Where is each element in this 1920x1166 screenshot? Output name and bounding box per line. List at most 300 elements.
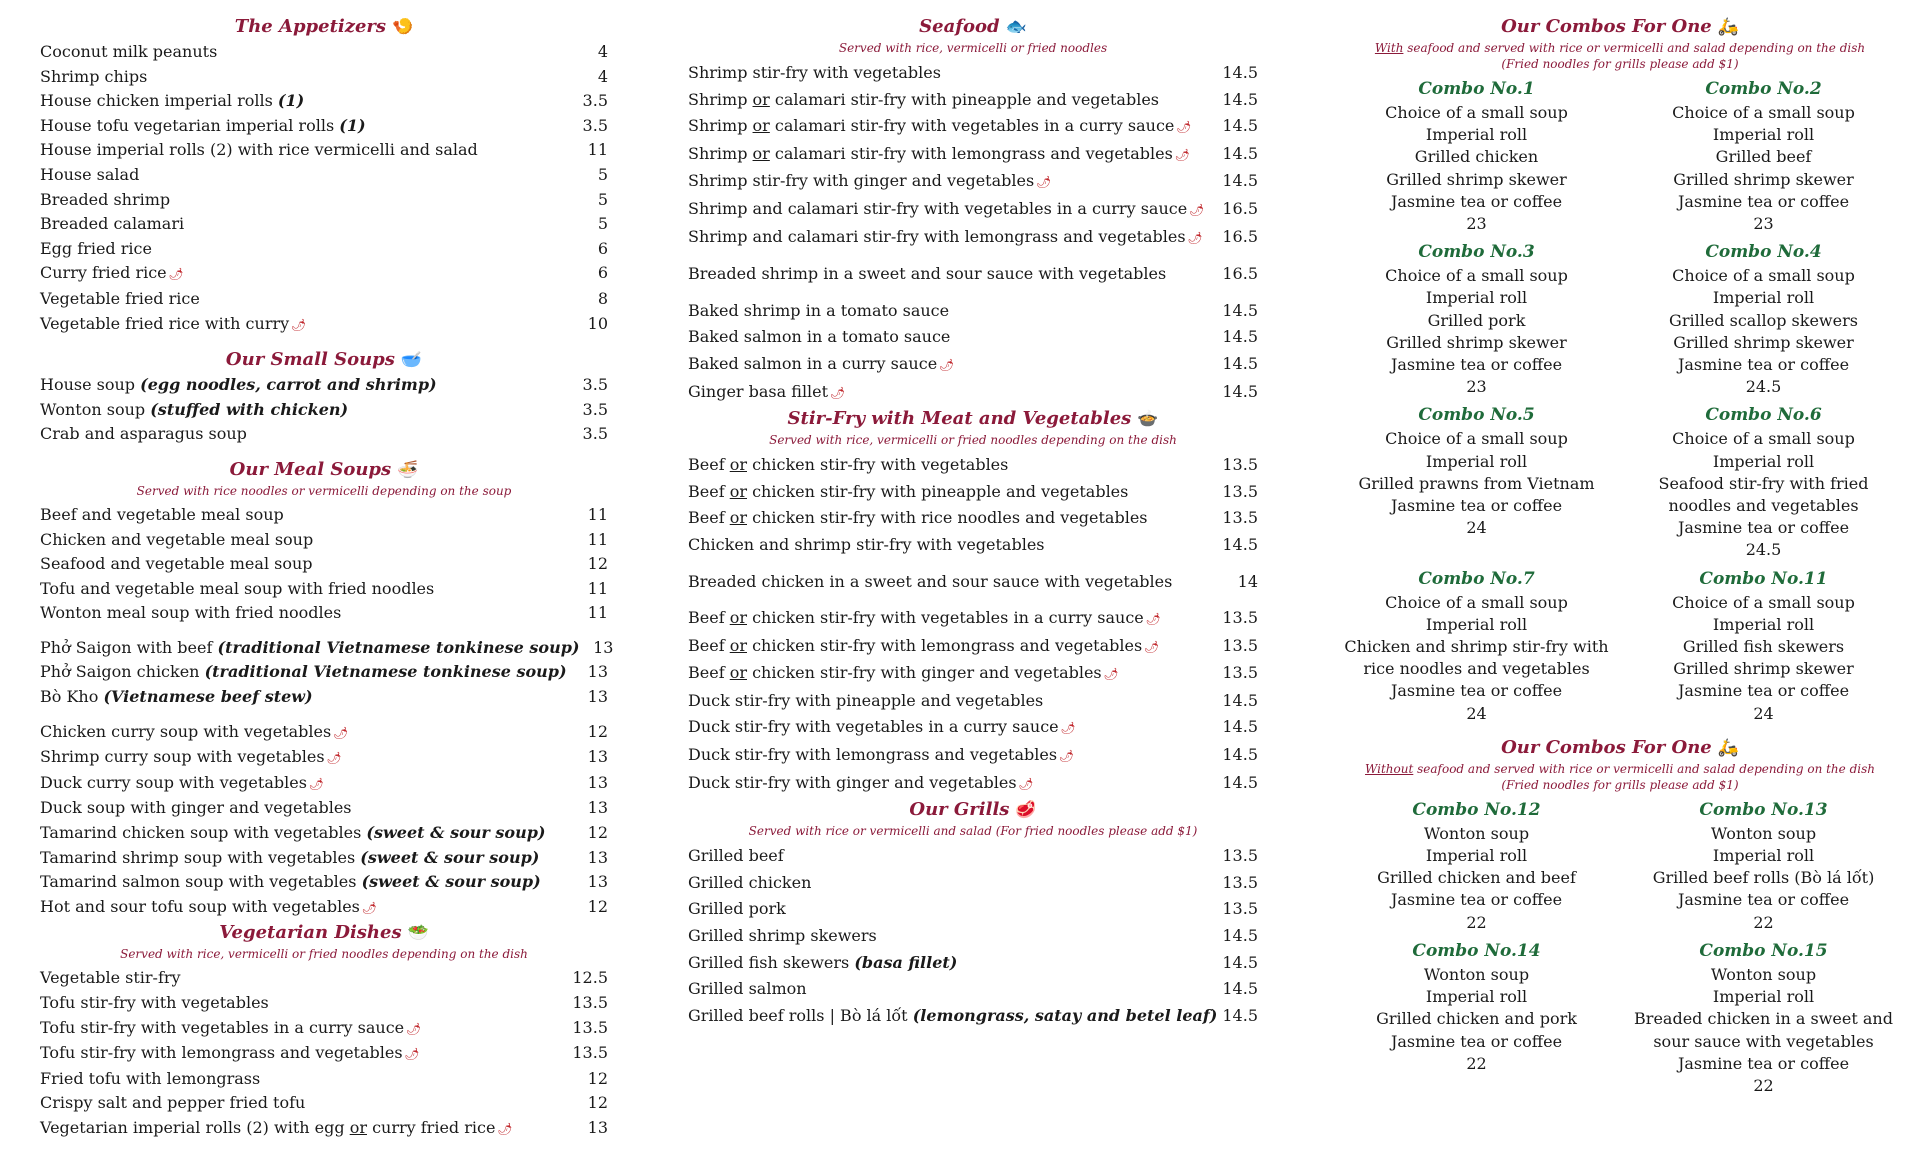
combo-price: 24 — [1466, 703, 1487, 723]
menu-item — [688, 569, 1258, 596]
menu-item-name: Breaded chicken in a sweet and sour sauce with vegetables — [688, 571, 1173, 591]
menu-item-name: Baked salmon in a tomato sauce — [688, 327, 951, 347]
menu-item-price: 11 — [587, 603, 608, 623]
menu-item-price: 3.5 — [582, 375, 608, 395]
combo-line: Choice of a small soup — [1672, 592, 1855, 612]
small-soups-list — [40, 373, 608, 447]
menu-item — [40, 991, 608, 1016]
combo-line: Jasmine tea or coffee — [1390, 355, 1563, 375]
menu-item-price: 14.5 — [1222, 745, 1258, 765]
combo-line: Jasmine tea or coffee — [1677, 355, 1850, 375]
menu-item-name: Grilled shrimp skewers — [688, 926, 877, 946]
combo-line: Choice of a small soup — [1672, 266, 1855, 286]
menu-item — [688, 298, 1258, 325]
menu-item-name: Baked salmon in a curry sauce 🌶 — [688, 353, 955, 373]
combo-card — [1340, 797, 1613, 934]
combo-price: 22 — [1466, 912, 1487, 932]
menu-item-name: Tofu stir-fry with vegetables — [40, 993, 269, 1012]
menu-item — [688, 923, 1258, 950]
menu-item-price: 14.5 — [1222, 171, 1258, 191]
combo-card — [1340, 566, 1613, 725]
combo-line: Choice of a small soup — [1385, 429, 1568, 449]
menu-item-name: Grilled chicken — [688, 872, 812, 892]
chili-pepper-icon: 🌶 — [1018, 776, 1034, 791]
salad-icon: 🥗 — [407, 923, 429, 944]
menu-item-name: House imperial rolls (2) with rice vermicelli and salad — [40, 140, 478, 160]
combo-price: 23 — [1466, 214, 1487, 234]
stirfry-subtitle: Served with rice, vermicelli or fried noodles depending on the dish — [769, 433, 1177, 448]
combo-title: Combo No.3 — [1418, 242, 1535, 263]
combo-price: 22 — [1466, 1053, 1487, 1073]
chili-pepper-icon: 🌶 — [1176, 120, 1192, 135]
menu-item — [688, 950, 1258, 977]
menu-item-name: Baked shrimp in a tomato sauce — [688, 300, 950, 320]
menu-item — [40, 1116, 608, 1142]
menu-item-name: Duck soup with ginger and vegetables — [40, 798, 352, 818]
menu-item-name: Beef or chicken stir-fry with rice noodles and vegetables — [688, 508, 1148, 528]
vegetarian-title: Vegetarian Dishes 🥗 — [219, 922, 429, 944]
menu-item — [40, 503, 608, 528]
combo-line: Seafood stir-fry with fried — [1658, 473, 1869, 493]
wok-icon: 🍲 — [1137, 409, 1159, 430]
menu-item-price: 14.5 — [1222, 116, 1258, 136]
combo-card — [1627, 566, 1900, 725]
menu-item — [40, 528, 608, 553]
combo-line: Imperial roll — [1425, 125, 1528, 145]
menu-item-price: 12 — [587, 1093, 608, 1113]
appetizers-list — [40, 40, 608, 337]
combo-line: Grilled chicken and pork — [1376, 1009, 1577, 1029]
combo-title: Combo No.14 — [1412, 940, 1541, 961]
menu-item-price: 16.5 — [1222, 198, 1258, 218]
menu-item-name: Chicken and shrimp stir-fry with vegetables — [688, 534, 1045, 554]
chili-pepper-icon: 🌶 — [291, 317, 307, 332]
menu-item-price: 13.5 — [572, 1043, 608, 1063]
combo-line: Grilled shrimp skewer — [1386, 332, 1567, 352]
menu-item-name: Duck stir-fry with ginger and vegetables 🌶 — [688, 772, 1034, 792]
combo-line: Imperial roll — [1712, 451, 1815, 471]
menu-item-name: Seafood and vegetable meal soup — [40, 554, 313, 574]
chili-pepper-icon: 🌶 — [168, 267, 184, 282]
combo-price: 24.5 — [1745, 540, 1782, 560]
menu-item-price: 13 — [587, 872, 608, 892]
combos-seafood-subtitle: With seafood and served with rice or vermicelli and salad depending on the dish — [1374, 41, 1866, 55]
menu-item-price: 13 — [587, 847, 608, 867]
menu-item — [40, 422, 608, 447]
combo-line: Grilled prawns from Vietnam — [1358, 473, 1595, 493]
grills-subtitle: Served with rice or vermicelli and salad (For fried noodles please add $1) — [748, 824, 1198, 839]
meal-soups-title: Our Meal Soups 🍜 — [229, 458, 419, 480]
stirfry-list — [688, 452, 1258, 797]
menu-item-price: 13.5 — [1222, 899, 1258, 919]
menu-item-price: 14.5 — [1222, 952, 1258, 972]
menu-item — [688, 870, 1258, 897]
menu-item-name: Vegetable fried rice — [40, 288, 200, 308]
menu-item — [40, 1091, 608, 1116]
menu-item-price: 3.5 — [582, 115, 608, 135]
menu-item — [40, 745, 608, 771]
menu-item-name: Chicken curry soup with vegetables 🌶 — [40, 721, 349, 741]
combo-title: Combo No.12 — [1412, 799, 1541, 820]
chili-pepper-icon: 🌶 — [1060, 721, 1076, 736]
menu-column-right — [1340, 14, 1900, 1097]
menu-item-price: 13.5 — [1222, 635, 1258, 655]
menu-item-name: Crab and asparagus soup — [40, 424, 247, 444]
combo-line: Breaded chicken in a sweet and — [1634, 1009, 1893, 1029]
combos-noseafood-note: (Fried noodles for grills please add $1) — [1501, 777, 1739, 792]
stirfry-title: Stir-Fry with Meat and Vegetables 🍲 — [787, 408, 1159, 430]
combo-title: Combo No.4 — [1705, 242, 1822, 263]
menu-item — [688, 141, 1258, 169]
scooter-icon: 🛵 — [1717, 737, 1739, 758]
combo-line: Wonton soup — [1423, 964, 1530, 984]
vegetarian-list — [40, 966, 608, 1141]
menu-item-name: Shrimp and calamari stir-fry with lemongrass and vegetables 🌶 — [688, 226, 1203, 246]
combo-line: Jasmine tea or coffee — [1390, 496, 1563, 516]
menu-item-name: Breaded shrimp — [40, 189, 171, 209]
menu-item — [40, 685, 608, 710]
menu-item-price: 14.5 — [1222, 143, 1258, 163]
meal-soups-list — [40, 503, 614, 921]
combo-line: Jasmine tea or coffee — [1390, 890, 1563, 910]
menu-item-name: Beef or chicken stir-fry with ginger and vegetables 🌶 — [688, 663, 1119, 683]
combo-line: Grilled chicken and beef — [1377, 868, 1576, 888]
seafood-title: Seafood 🐟 — [919, 16, 1027, 37]
menu-item-price: 12 — [587, 823, 608, 843]
combo-line: Grilled chicken — [1414, 147, 1539, 167]
combo-line: Jasmine tea or coffee — [1390, 191, 1563, 211]
menu-item — [40, 552, 608, 577]
combo-price: 23 — [1753, 214, 1774, 234]
menu-item — [688, 742, 1258, 770]
menu-item-price: 10 — [587, 313, 608, 333]
menu-item — [40, 1041, 608, 1067]
menu-item — [688, 324, 1258, 351]
menu-item-name: Shrimp curry soup with vegetables 🌶 — [40, 747, 342, 767]
menu-item-price: 13.5 — [1222, 481, 1258, 501]
combo-line: Wonton soup — [1423, 823, 1530, 843]
combo-line: Imperial roll — [1712, 614, 1815, 634]
menu-item — [40, 287, 608, 312]
menu-item-name: Egg fried rice — [40, 238, 152, 258]
menu-item-price: 13 — [587, 1117, 608, 1137]
menu-item-name: House tofu vegetarian imperial rolls (1) — [40, 115, 366, 135]
combo-card — [1340, 938, 1613, 1097]
menu-item-price: 11 — [587, 578, 608, 598]
menu-item-price: 13 — [587, 772, 608, 792]
menu-item-price: 6 — [597, 238, 608, 258]
menu-item-name: Duck stir-fry with vegetables in a curry sauce 🌶 — [688, 717, 1076, 737]
menu-item — [688, 896, 1258, 923]
menu-item-name: Hot and sour tofu soup with vegetables 🌶 — [40, 896, 378, 916]
menu-item-price: 14.5 — [1222, 63, 1258, 82]
combos-noseafood-subtitle: Without seafood and served with rice or vermicelli and salad depending on the dish — [1365, 761, 1875, 776]
menu-item-name: Duck curry soup with vegetables 🌶 — [40, 772, 325, 792]
menu-item-price: 16.5 — [1222, 226, 1258, 246]
combo-line: Wonton soup — [1710, 823, 1817, 843]
menu-item-price: 4 — [597, 66, 608, 86]
menu-item-price: 6 — [597, 263, 608, 283]
chili-pepper-icon: 🌶 — [333, 725, 349, 740]
menu-item-price: 5 — [597, 189, 608, 209]
menu-item-name: Phở Saigon with beef (traditional Vietnamese tonkinese soup) — [40, 637, 580, 657]
combo-card — [1627, 402, 1900, 561]
menu-item-name: Beef and vegetable meal soup — [40, 504, 284, 524]
combo-line: Jasmine tea or coffee — [1677, 1053, 1850, 1073]
menu-item-name: Shrimp and calamari stir-fry with vegetables in a curry sauce 🌶 — [688, 198, 1205, 218]
grills-title: Our Grills 🥩 — [909, 799, 1037, 821]
menu-item-name: Beef or chicken stir-fry with vegetables — [688, 455, 1009, 475]
combo-card — [1627, 239, 1900, 398]
combo-line: Grilled shrimp skewer — [1673, 332, 1854, 352]
combo-title: Combo No.6 — [1705, 405, 1822, 426]
menu-item-name: Coconut milk peanuts — [40, 42, 218, 61]
menu-item — [40, 771, 608, 797]
combos-seafood-title: Our Combos For One 🛵 — [1501, 16, 1739, 37]
menu-item — [40, 821, 608, 846]
menu-item-price: 13.5 — [1222, 455, 1258, 475]
menu-item-price: 8 — [597, 288, 608, 308]
menu-item — [688, 452, 1258, 479]
menu-item-name: Shrimp or calamari stir-fry with pineapple and vegetables — [688, 89, 1160, 109]
menu-item — [688, 60, 1258, 87]
combo-title: Combo No.2 — [1705, 79, 1822, 99]
menu-item-price: 14.5 — [1222, 300, 1258, 320]
menu-item-price: 14 — [1237, 571, 1258, 591]
menu-item — [688, 261, 1258, 288]
menu-item-name: Grilled fish skewers (basa fillet) — [688, 952, 958, 972]
menu-item — [40, 188, 608, 213]
small-soups-title: Our Small Soups 🥣 — [225, 349, 423, 371]
chili-pepper-icon: 🌶 — [404, 1047, 420, 1062]
menu-item-price: 3.5 — [582, 424, 608, 444]
menu-item-price: 14.5 — [1222, 327, 1258, 347]
combo-card — [1340, 402, 1613, 561]
menu-item-name: Vegetable stir-fry — [40, 968, 181, 988]
menu-item-price: 13.5 — [572, 1017, 608, 1037]
menu-item — [40, 720, 608, 746]
menu-item — [688, 505, 1258, 532]
menu-item — [688, 770, 1258, 798]
menu-item — [40, 237, 608, 262]
menu-item — [688, 224, 1258, 252]
combo-line: Choice of a small soup — [1385, 266, 1568, 286]
menu-item-price: 14.5 — [1222, 690, 1258, 710]
combo-card — [1627, 797, 1900, 934]
menu-item — [688, 660, 1258, 688]
menu-item-name: Vegetarian imperial rolls (2) with egg or curry fried rice 🌶 — [40, 1117, 513, 1137]
menu-item — [40, 89, 608, 114]
combo-line: Imperial roll — [1425, 846, 1528, 866]
menu-item — [40, 40, 608, 65]
menu-item-price: 14.5 — [1222, 381, 1258, 401]
combo-line: sour sauce with vegetables — [1653, 1031, 1874, 1051]
combo-title: Combo No.13 — [1699, 799, 1828, 820]
menu-item-name: Duck stir-fry with lemongrass and vegetables 🌶 — [688, 745, 1075, 765]
chili-pepper-icon: 🌶 — [497, 1121, 513, 1136]
menu-item — [40, 65, 608, 90]
combo-card — [1340, 76, 1613, 235]
menu-item — [688, 196, 1258, 224]
combo-line: Choice of a small soup — [1385, 592, 1568, 612]
combos-noseafood-grid — [1340, 797, 1900, 1097]
menu-item — [40, 212, 608, 237]
combo-price: 24 — [1466, 518, 1487, 538]
menu-item — [40, 846, 608, 871]
combo-line: Imperial roll — [1425, 288, 1528, 308]
combo-line: Grilled shrimp skewer — [1673, 169, 1854, 189]
chili-pepper-icon: 🌶 — [1144, 639, 1160, 654]
combo-line: Imperial roll — [1712, 125, 1815, 145]
combo-title: Combo No.5 — [1418, 405, 1535, 426]
menu-item-name: Bò Kho (Vietnamese beef stew) — [40, 687, 313, 707]
chili-pepper-icon: 🌶 — [1036, 175, 1052, 190]
menu-item — [688, 843, 1258, 870]
combo-title: Combo No.15 — [1699, 940, 1828, 961]
steak-icon: 🥩 — [1015, 800, 1037, 821]
menu-item-price: 14.5 — [1222, 717, 1258, 737]
chili-pepper-icon: 🌶 — [1187, 230, 1203, 245]
menu-item-name: Grilled beef — [688, 846, 784, 866]
chili-pepper-icon: 🌶 — [1103, 667, 1119, 682]
chili-pepper-icon: 🌶 — [1189, 202, 1205, 217]
chili-pepper-icon: 🌶 — [308, 776, 325, 791]
menu-item-price: 11 — [587, 529, 608, 549]
appetizers-title: The Appetizers 🍤 — [234, 16, 414, 37]
menu-item — [40, 312, 608, 338]
shrimp-icon: 🍤 — [392, 17, 414, 37]
menu-item — [688, 479, 1258, 506]
chili-pepper-icon: 🌶 — [326, 751, 342, 766]
menu-item-name: Phở Saigon chicken (traditional Vietnamese tonkinese soup) — [40, 662, 567, 682]
menu-item-name: House soup (egg noodles, carrot and shrimp) — [40, 375, 437, 395]
chili-pepper-icon: 🌶 — [1059, 749, 1075, 764]
menu-item-price: 13 — [587, 662, 608, 682]
menu-item-price: 3.5 — [582, 91, 608, 111]
menu-item — [40, 966, 608, 991]
menu-item — [40, 1067, 608, 1092]
scooter-icon: 🛵 — [1717, 17, 1739, 37]
combo-line: Grilled shrimp skewer — [1386, 169, 1567, 189]
combo-line: Imperial roll — [1425, 614, 1528, 634]
chili-pepper-icon: 🌶 — [830, 385, 846, 400]
menu-item — [40, 660, 608, 685]
menu-item-name: Wonton meal soup with fried noodles — [40, 603, 342, 623]
combo-line: Imperial roll — [1712, 288, 1815, 308]
menu-item-name: Grilled beef rolls | Bò lá lốt (lemongrass, satay and betel leaf) — [688, 1005, 1218, 1025]
menu-item-price: 14.5 — [1222, 1005, 1258, 1025]
menu-item-name: Tamarind shrimp soup with vegetables (sweet & sour soup) — [40, 847, 540, 867]
menu-item-name: Fried tofu with lemongrass — [40, 1068, 261, 1088]
combo-title: Combo No.7 — [1418, 568, 1535, 589]
menu-item — [688, 168, 1258, 196]
fish-icon: 🐟 — [1005, 17, 1027, 37]
menu-item-price: 5 — [597, 214, 608, 234]
menu-item-price: 13 — [587, 687, 608, 707]
combo-line: rice noodles and vegetables — [1363, 659, 1590, 679]
grills-list — [688, 843, 1258, 1029]
menu-item-price: 14.5 — [1222, 353, 1258, 373]
menu-item — [688, 1003, 1258, 1030]
menu-item — [688, 688, 1258, 715]
combo-line: Grilled beef — [1715, 147, 1812, 167]
combo-price: 24 — [1753, 703, 1774, 723]
chili-pepper-icon: 🌶 — [406, 1021, 422, 1036]
combo-line: Imperial roll — [1712, 846, 1815, 866]
combo-card — [1627, 76, 1900, 235]
menu-item-name: Chicken and vegetable meal soup — [40, 529, 314, 549]
menu-item-name: Shrimp or calamari stir-fry with vegetables in a curry sauce 🌶 — [688, 116, 1192, 136]
menu-item-name: Tofu stir-fry with vegetables in a curry sauce 🌶 — [40, 1017, 422, 1037]
menu-item-price: 13 — [593, 637, 614, 657]
menu-item-name: Duck stir-fry with pineapple and vegetables — [688, 690, 1044, 710]
menu-item-price: 13.5 — [1222, 872, 1258, 892]
menu-item — [40, 895, 608, 921]
menu-item-price: 11 — [587, 504, 608, 524]
combo-line: Imperial roll — [1425, 451, 1528, 471]
menu-item-price: 14.5 — [1222, 979, 1258, 999]
menu-item — [40, 398, 608, 423]
seafood-subtitle: Served with rice, vermicelli or fried noodles — [838, 41, 1108, 55]
menu-item-price: 13.5 — [1222, 663, 1258, 683]
menu-item-name: Shrimp chips — [40, 66, 148, 86]
menu-item-name: Beef or chicken stir-fry with pineapple and vegetables — [688, 481, 1129, 501]
menu-item-name: Shrimp stir-fry with vegetables — [688, 63, 941, 82]
menu-item-name: Ginger basa fillet 🌶 — [688, 381, 846, 401]
menu-item-name: Shrimp or calamari stir-fry with lemongrass and vegetables 🌶 — [688, 143, 1191, 163]
soup-bowl-icon: 🥣 — [400, 350, 423, 371]
menu-item-price: 14.5 — [1222, 772, 1258, 792]
combo-price: 23 — [1466, 377, 1487, 397]
menu-item-price: 13.5 — [1222, 846, 1258, 866]
menu-item-name: Crispy salt and pepper fried tofu — [40, 1093, 306, 1113]
meal-soups-subtitle: Served with rice noodles or vermicelli depending on the soup — [136, 483, 512, 498]
menu-item-price: 12 — [587, 1068, 608, 1088]
menu-item — [688, 714, 1258, 742]
combo-line: Wonton soup — [1710, 964, 1817, 984]
menu-item-price: 4 — [597, 42, 608, 61]
menu-item — [40, 138, 608, 163]
menu-item — [688, 379, 1258, 407]
menu-item-price: 12 — [587, 554, 608, 574]
menu-item — [40, 577, 608, 602]
menu-item-name: Breaded shrimp in a sweet and sour sauce with vegetables — [688, 264, 1167, 284]
menu-item — [688, 605, 1258, 633]
menu-item — [688, 633, 1258, 661]
menu-item-price: 14.5 — [1222, 89, 1258, 109]
chili-pepper-icon: 🌶 — [1174, 147, 1191, 162]
menu-item-price: 13.5 — [1222, 508, 1258, 528]
menu-item — [40, 870, 608, 895]
menu-column-left — [40, 14, 614, 1142]
menu-item-name: Grilled salmon — [688, 979, 807, 999]
menu-item-name: Tofu and vegetable meal soup with fried noodles — [40, 578, 435, 598]
menu-item-price: 13 — [587, 747, 608, 767]
menu-item-name: House chicken imperial rolls (1) — [40, 91, 305, 111]
menu-item-name: Shrimp stir-fry with ginger and vegetables 🌶 — [688, 171, 1052, 191]
menu-item-price: 12.5 — [572, 968, 608, 988]
chili-pepper-icon: 🌶 — [1145, 612, 1161, 627]
combos-seafood-note: (Fried noodles for grills please add $1) — [1501, 57, 1739, 71]
combo-line: Jasmine tea or coffee — [1677, 681, 1850, 701]
menu-item — [40, 796, 608, 821]
combo-title: Combo No.1 — [1418, 79, 1535, 99]
menu-item-name: Beef or chicken stir-fry with vegetables in a curry sauce 🌶 — [688, 608, 1161, 628]
menu-item-name: Vegetable fried rice with curry 🌶 — [40, 313, 307, 333]
chili-pepper-icon: 🌶 — [939, 357, 955, 372]
menu-item — [40, 373, 608, 398]
menu-item — [40, 1016, 608, 1042]
